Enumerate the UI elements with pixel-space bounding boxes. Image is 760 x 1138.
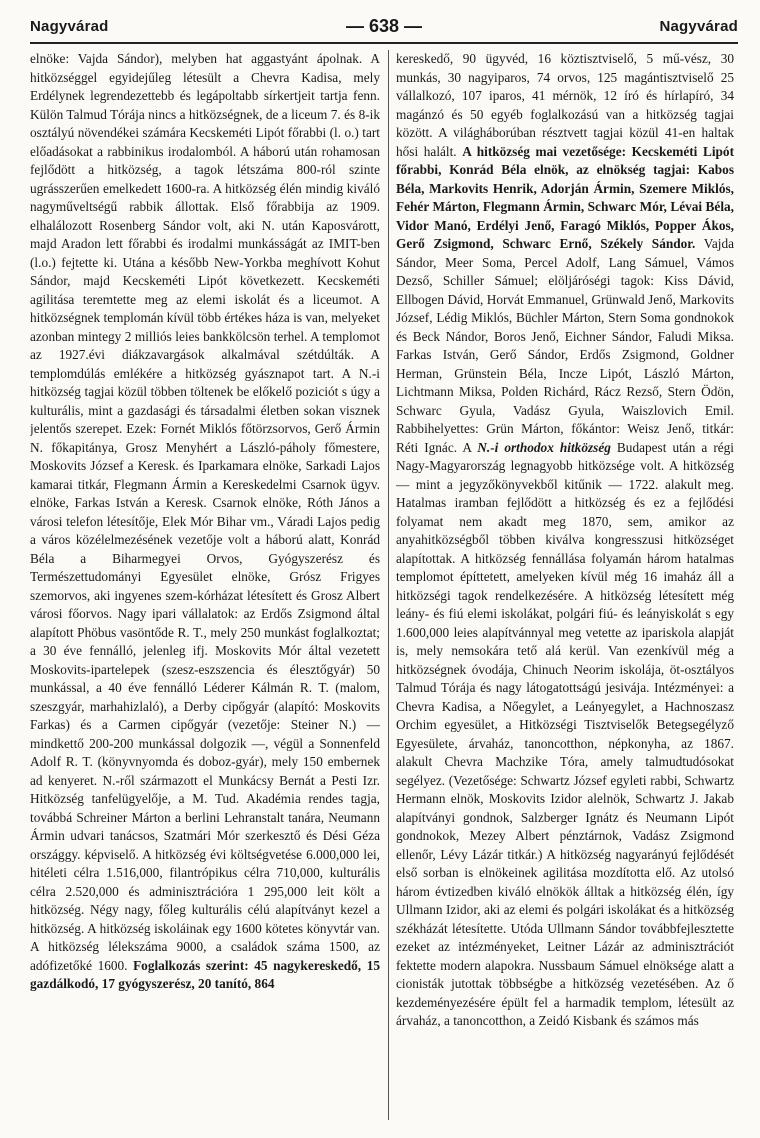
stats-label: Foglalkozás szerint: [133, 957, 249, 973]
right-column-text [396, 50, 734, 1031]
header-right-title: Nagyvárad [659, 18, 738, 35]
page-header [30, 14, 738, 40]
left-column-text [30, 50, 380, 994]
stats-text: 45 nagykereskedő, 15 gazdálkodó, 17 gyógyszerész, 20 tanító, 864 [30, 957, 380, 991]
column-divider [388, 50, 389, 1120]
leadership-rest: Kecskeméti Lipót főrabbi, Konrád Béla elnök, az elnökség tagjai: [396, 143, 734, 177]
right-p2: Budapest után a régi Nagy-Magyarország legnagyobb hitközsége volt. A hitközség — mint a jegyzőkönyvekből kitűnik — 1722. alakult meg. Hatalmas iramban fejlődött a hitközség és ez a fejlődési folyamat nem akadt meg 1870, sem, amikor az anyahitközségből többen kiválva kongresszusi hitközséget alapítottak. A hitközség fennállása folyamán három hatalmas templomot építtetett, amelyeken kívül még 16 imaház áll a hitközségi tagok rendelkezésére. A hitközség létesített még leány- és fiú elemi iskolákat, polgári fiú- és leányiskolát s egy 1.600,000 leies alapítvánnyal meg vetette az ipariskola alapját is, mely nemsokára tető alá kerül. Van ezenkívül még a hitközségnek óvodája, Chinuch Neorim iskolája, öt-osztályos Talmud Tórája és nagy látogatottságú jesivája. Intézményei: a Chevra Kadisa, a Nőegylet, a Leányegylet, a Hachnoszasz Orchim egyesület, a Hitközségi Tisztviselők Betegsegélyző Egyesülete, árvaház, tanoncotthon, népkonyha, az 1867. alakult Chevra Machzike Tóra, amely talmudtudósokat segélyez. (Vezetősége: Schwartz József egyleti rabbi, Schwartz Hermann elnök, Moskovits Izidor alelnök, Schwartz J. Jakab alapítványi gondnok, Salzberger Ignátz és Neumann Lipót gondnokok, Mezey Albert pénztárnok, Vadász Zsigmond ellenőr, Lévy Lázár titkár.) A hitközség nagyarányú fejlődését első sorban is elnökeinek agilitása mozdította elő. Az utolsó három évtizedben kiváló elnökök álltak a hitközség élén, így Ullmann Izidor, aki az elemi és polgári iskolákat és a hitközség székházát létesítette. Utóda Ullmann Sándor továbbfejlesztette ezeket az intézményeket, Leitner Lázár az adminisztrációt fektette modern alapokra. Nussbaum Sámuel elnöksége alatt a cionisták jutottak többségbe a hitközség vezetésében. Az ő kezdeményezésére épült fel a harmadik templom, létesült az árvaház, a tanoncotthon, a Zeidó Kisbank és számos más [396, 439, 734, 1028]
orthodox-heading: N.-i orthodox hitközség [477, 439, 611, 455]
right-p1: kereskedő, 90 ügyvéd, 16 köztisztviselő, 5 mű-vész, 30 munkás, 30 nagyiparos, 74 orvos, 125 magántisztviselő 25 vállalkozó, 107 iparos, 41 mérnök, 12 író és hírlapíró, 34 magánzó és 50 egyéb foglalkozású van a hitközség tagjai között. A világháborúban résztvett tagjai közül 41-en haltak hősi halált. [396, 51, 734, 159]
left-column [30, 50, 380, 1120]
header-rule [30, 42, 738, 44]
left-body: elnöke: Vajda Sándor), melyben hat aggastyánt ápolnak. A hitközséggel egyidejűleg létesült a Chevra Kadisa, mely Erdélynek legrendezettebb és legápoltabb sírkertjeit tartja fenn. Külön Talmud Tórája nincs a hitközségnek, de a liceum 7. és 8-ik osztályú növendékei számára Kecskeméti Lipót főrabbi (l. o.) tart előadásokat a rabbinikus irodalomból. A háború után rohamosan fejlődött a hitközség, a tagok létszáma 800-ról szinte ugrásszerűen emelkedett 1600-ra. A hitközség élén mindig kiváló nagyműveltségű rabbik állottak. Első főrabbija az 1909. elhalálozott Rosenberg Sándor volt, aki N. után Kaposvárott, majd Aradon lett főrabbi és irodalmi munkásságát az IMIT-ben (l.o.) fejtette ki. Utána a később New-Yorkba meghívott Kohut Sándor, majd Kecskeméti Lipót következett. Kecskeméti agilitása teremtette meg az elemi iskolát és a liceumot. A hitközségnek templomán kívül több értékes háza is van, melyeket azonban mintegy 2 milliós leies bankkölcsön terhel. A templomot az 1927.évi diákzavargások alkalmával szétdúlták. A templomdúlás emlékére a hitközség gyásznapot tart. A N.-i hitközség tagjai közül többen töltenek be előkelő poziciót s úgy a kulturális, mint a gazdasági és társadalmi életben sokan visznek jelentős szerepet. Ezek: Fornét Miklós főtörzsorvos, Gerő Ármin N. főkapitánya, Grosz Menyhért a László-páholy főmestere, Moskovits József a Keresk. és Iparkamara elnöke, Sarkadi Lajos kamarai titkár, Flegmann Ármin a Kereskedelmi Csarnok ügyv. elnöke, Farkas István a Keresk. Csarnok elnöke, Róth János a városi telefon létesítője, Elek Mór Bihar vm., Váradi Lajos pedig a város közélelmezésének vezetője volt a háború alatt, Konrád Béla a Biharmegyei Orvos, Gyógyszerész és Természettudományi Egyesület elnöke, Grósz Frigyes szemorvos, aki ingyenes szem-kórházat létesített és Grosz Albert városi főorvos. Nagy ipari vállalatok: az Erdős Zsigmond által alapított Phöbus vasöntőde R. T., mely 250 munkást foglalkoztat; a 30 éve fennálló, jelenleg ifj. Moskovits Mór által vezetett Moskovits-ipartelepek (szesz-eszszencia és élesztőgyár) 50 munkással, a 40 éve fennálló Léderer Kálmán R. T. (malom, szeszgyár, marhahizlaló), a Derby cipőgyár (alapító: Moskovits Farkas) és a Carmen cipőgyár (vezetője: Steiner N.) — mindkettő 200-200 munkással dolgozik —, végül a Sonnenfeld Adolf R. T. (könyvnyomda és doboz-gyár), mely 150 embernek ad kenyeret. N.-ről származott el Munkácsy Bernát a Pesti Izr. Hitközség tanfelügyelője, a M. Tud. Akadémia rendes tagja, továbbá Schreiner Márton a berlini Lehranstalt tanára, Neumann Ármin udvari tanácsos, Szatmári Mór szerkesztő és Dési Géza országgy. képviselő. A hitközség évi költségvetése 6.000,000 lei, hitéleti célra 1.516,000, filantrópikus célra 710,000, kulturális célra 2.520,000 és adminisztrációra 1 295,000 leit költ a hitközség. Négy nagy, főleg kulturális célú alapítványt kezel a hitközség. A hitközség iskoláinak egy 1600 kötetes könyvtár van. A hitközség lélekszáma 9000, a családok száma 1500, az adófizetőké 1600. [30, 51, 380, 973]
board-members: Kabos Béla, Markovits Henrik, Adorján Ármin, Szemere Miklós, Fehér Márton, Flegmann Ármin, Schwarc Mór, Lévai Béla, Vidor Manó, Erdélyi Jenő, Faragó Miklós, Popper Ákos, Gerő Zsigmond, Schwarc Ernő, Székely Sándor. [396, 162, 734, 251]
right-p1-rest: Vajda Sándor, Meer Soma, Percel Adolf, Lang Sámuel, Vámos Dezső, Schiller Sámuel; elöljáróségi tagok: Kiss Dávid, Ellbogen Dávid, Horvát Emmanuel, Grünwald Jenő, Markovits József, Lédig Miklós, Büchler Márton, Stern Soma gondnokok és Beck Nándor, Boros Jenő, Eichner Sándor, Faludi Miksa. Farkas István, Gerő Sándor, Erdős Zsigmond, Goldner Herman, Grünstein Béla, Incze Lipót, László Márton, Lichtmann Miksa, Polden Richárd, Rácz Rezső, Stern Ödön, Schwarc Gyula, Vadász Gyula, Waiszlovich Emil. Rabbihelyettes: Grün Márton, főkántor: Weisz Jenő, titkár: Réti Ignác. A [396, 236, 734, 455]
header-left-title: Nagyvárad [30, 18, 109, 35]
leadership-label: A hitközség mai vezetősége: [462, 143, 627, 159]
right-column [396, 50, 734, 1120]
page-number: — 638 — [345, 16, 423, 36]
